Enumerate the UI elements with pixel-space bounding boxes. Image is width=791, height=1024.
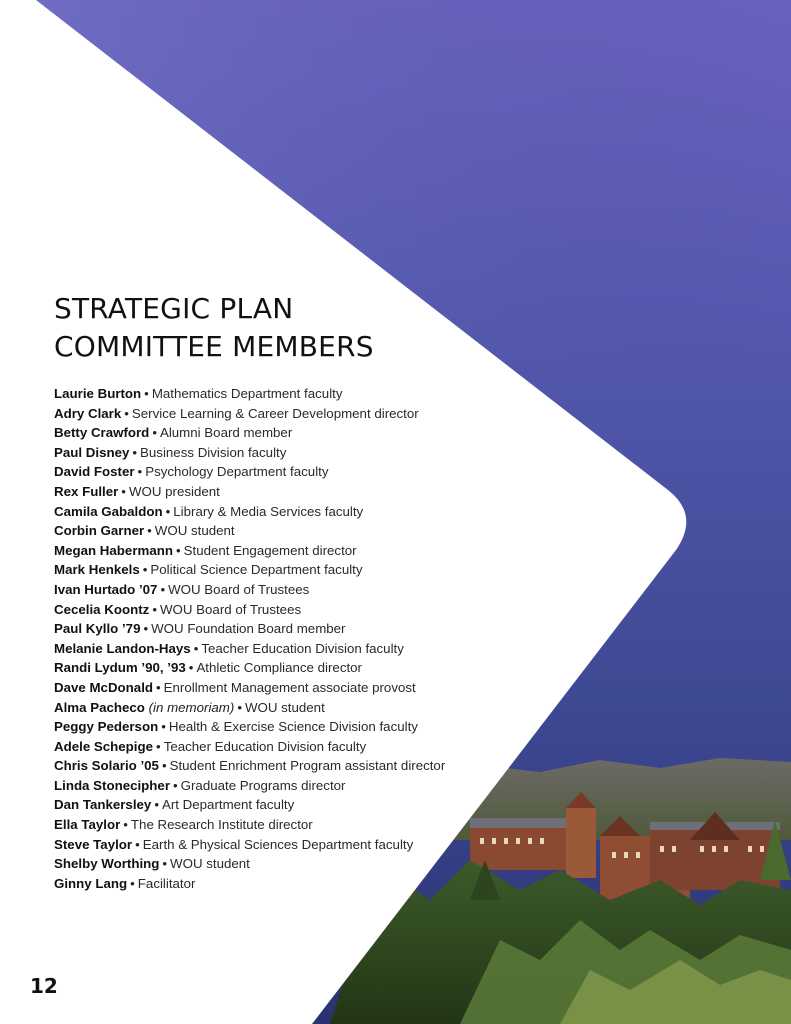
separator: •: [156, 738, 161, 754]
member-name: Peggy Pederson: [54, 719, 159, 735]
member-item: [54, 443, 474, 463]
separator: •: [147, 523, 152, 539]
separator: •: [193, 640, 199, 656]
member-item: [54, 521, 474, 541]
member-item: [54, 462, 474, 482]
separator: •: [152, 425, 157, 441]
separator: •: [132, 444, 138, 460]
separator: •: [144, 386, 149, 401]
member-role: Enrollment Management associate provost: [163, 679, 416, 695]
member-name: Cecelia Koontz: [54, 601, 150, 617]
separator: •: [162, 856, 168, 872]
member-role: Psychology Department faculty: [145, 464, 329, 480]
heading-line-1: STRATEGIC PLAN: [54, 292, 294, 325]
member-name: Dave McDonald: [54, 679, 154, 695]
member-item: [54, 423, 474, 443]
member-role: WOU Board of Trustees: [159, 601, 302, 617]
member-role: Library & Media Services faculty: [173, 503, 364, 519]
member-name: Betty Crawford: [54, 425, 150, 441]
member-role: Teacher Education Division faculty: [163, 738, 367, 754]
section-heading: [54, 290, 474, 366]
member-item: [54, 404, 474, 424]
separator: •: [165, 503, 171, 519]
page-number: 12: [30, 974, 58, 998]
member-item: [54, 580, 474, 600]
member-role: Alumni Board member: [159, 425, 293, 441]
member-name: Ginny Lang: [54, 875, 128, 891]
member-name: Adry Clark: [54, 405, 122, 421]
member-item: [54, 835, 474, 855]
member-role: WOU student: [170, 856, 250, 872]
member-role: Art Department faculty: [161, 797, 295, 813]
member-role: WOU Board of Trustees: [168, 581, 310, 597]
member-item: [54, 756, 474, 776]
member-name: Chris Solario ’05: [54, 758, 159, 774]
member-role: Facilitator: [137, 875, 196, 891]
separator: •: [154, 797, 159, 813]
member-role: Health & Exercise Science Division faculty: [168, 719, 418, 735]
member-name: Melanie Landon-Hays: [54, 640, 191, 656]
member-name: Dan Tankersley: [54, 797, 152, 813]
separator: •: [161, 758, 167, 774]
member-role: Service Learning & Career Development director: [131, 405, 419, 421]
member-item: [54, 384, 474, 404]
member-item: [54, 698, 474, 718]
separator: •: [124, 405, 129, 421]
member-role: WOU student: [154, 523, 235, 539]
member-item: [54, 541, 474, 561]
member-name: Linda Stonecipher: [54, 777, 170, 793]
separator: •: [173, 777, 178, 793]
member-role: Student Enrichment Program assistant director: [169, 758, 446, 774]
separator: •: [237, 699, 242, 715]
member-item: [54, 717, 474, 737]
member-item: [54, 737, 474, 757]
member-item: [54, 795, 474, 815]
member-role: Earth & Physical Sciences Department faculty: [142, 836, 414, 852]
member-name: Adele Schepige: [54, 738, 154, 754]
member-item: [54, 874, 474, 894]
member-note: (in memoriam): [148, 699, 235, 715]
separator: •: [156, 679, 161, 695]
member-role: Athletic Compliance director: [196, 660, 362, 676]
member-item: [54, 619, 474, 639]
member-role: Business Division faculty: [140, 444, 287, 460]
member-name: Ella Taylor: [54, 817, 121, 833]
separator: •: [160, 581, 166, 597]
member-item: [54, 482, 474, 502]
member-name: Corbin Garner: [54, 523, 145, 539]
separator: •: [121, 483, 126, 499]
member-name: Steve Taylor: [54, 836, 133, 852]
member-name: Paul Disney: [54, 444, 130, 460]
member-role: The Research Institute director: [130, 817, 313, 833]
member-name: Megan Habermann: [54, 542, 173, 558]
member-item: [54, 854, 474, 874]
separator: •: [142, 562, 148, 578]
member-name: Mark Henkels: [54, 562, 140, 578]
member-role: Political Science Department faculty: [150, 562, 363, 578]
separator: •: [135, 836, 140, 852]
member-item: [54, 815, 474, 835]
member-name: Alma Pacheco: [54, 699, 145, 715]
member-role: WOU Foundation Board member: [151, 621, 346, 637]
member-name: Shelby Worthing: [54, 856, 160, 872]
member-name: Rex Fuller: [54, 483, 119, 499]
member-item: [54, 502, 474, 522]
member-item: [54, 600, 474, 620]
member-list: [54, 384, 474, 893]
member-name: Paul Kyllo ’79: [54, 621, 141, 637]
member-name: Camila Gabaldon: [54, 503, 163, 519]
separator: •: [137, 464, 143, 480]
separator: •: [152, 601, 157, 617]
member-name: Laurie Burton: [54, 386, 142, 401]
separator: •: [130, 875, 135, 891]
member-item: [54, 658, 474, 678]
member-item: [54, 678, 474, 698]
member-role: WOU president: [128, 483, 220, 499]
member-item: [54, 776, 474, 796]
separator: •: [188, 660, 194, 676]
separator: •: [143, 621, 149, 637]
separator: •: [161, 719, 166, 735]
member-role: Graduate Programs director: [180, 777, 346, 793]
member-role: Mathematics Department faculty: [151, 386, 343, 401]
committee-section: [54, 290, 474, 893]
member-role: WOU student: [244, 699, 325, 715]
member-role: Student Engagement director: [183, 542, 357, 558]
member-item: [54, 639, 474, 659]
member-role: Teacher Education Division faculty: [201, 640, 404, 656]
separator: •: [123, 817, 128, 833]
member-item: [54, 560, 474, 580]
member-name: Ivan Hurtado ’07: [54, 581, 158, 597]
member-name: Randi Lydum ’90, ’93: [54, 660, 186, 676]
member-name: David Foster: [54, 464, 135, 480]
separator: •: [175, 542, 181, 558]
heading-line-2: COMMITTEE MEMBERS: [54, 330, 374, 363]
